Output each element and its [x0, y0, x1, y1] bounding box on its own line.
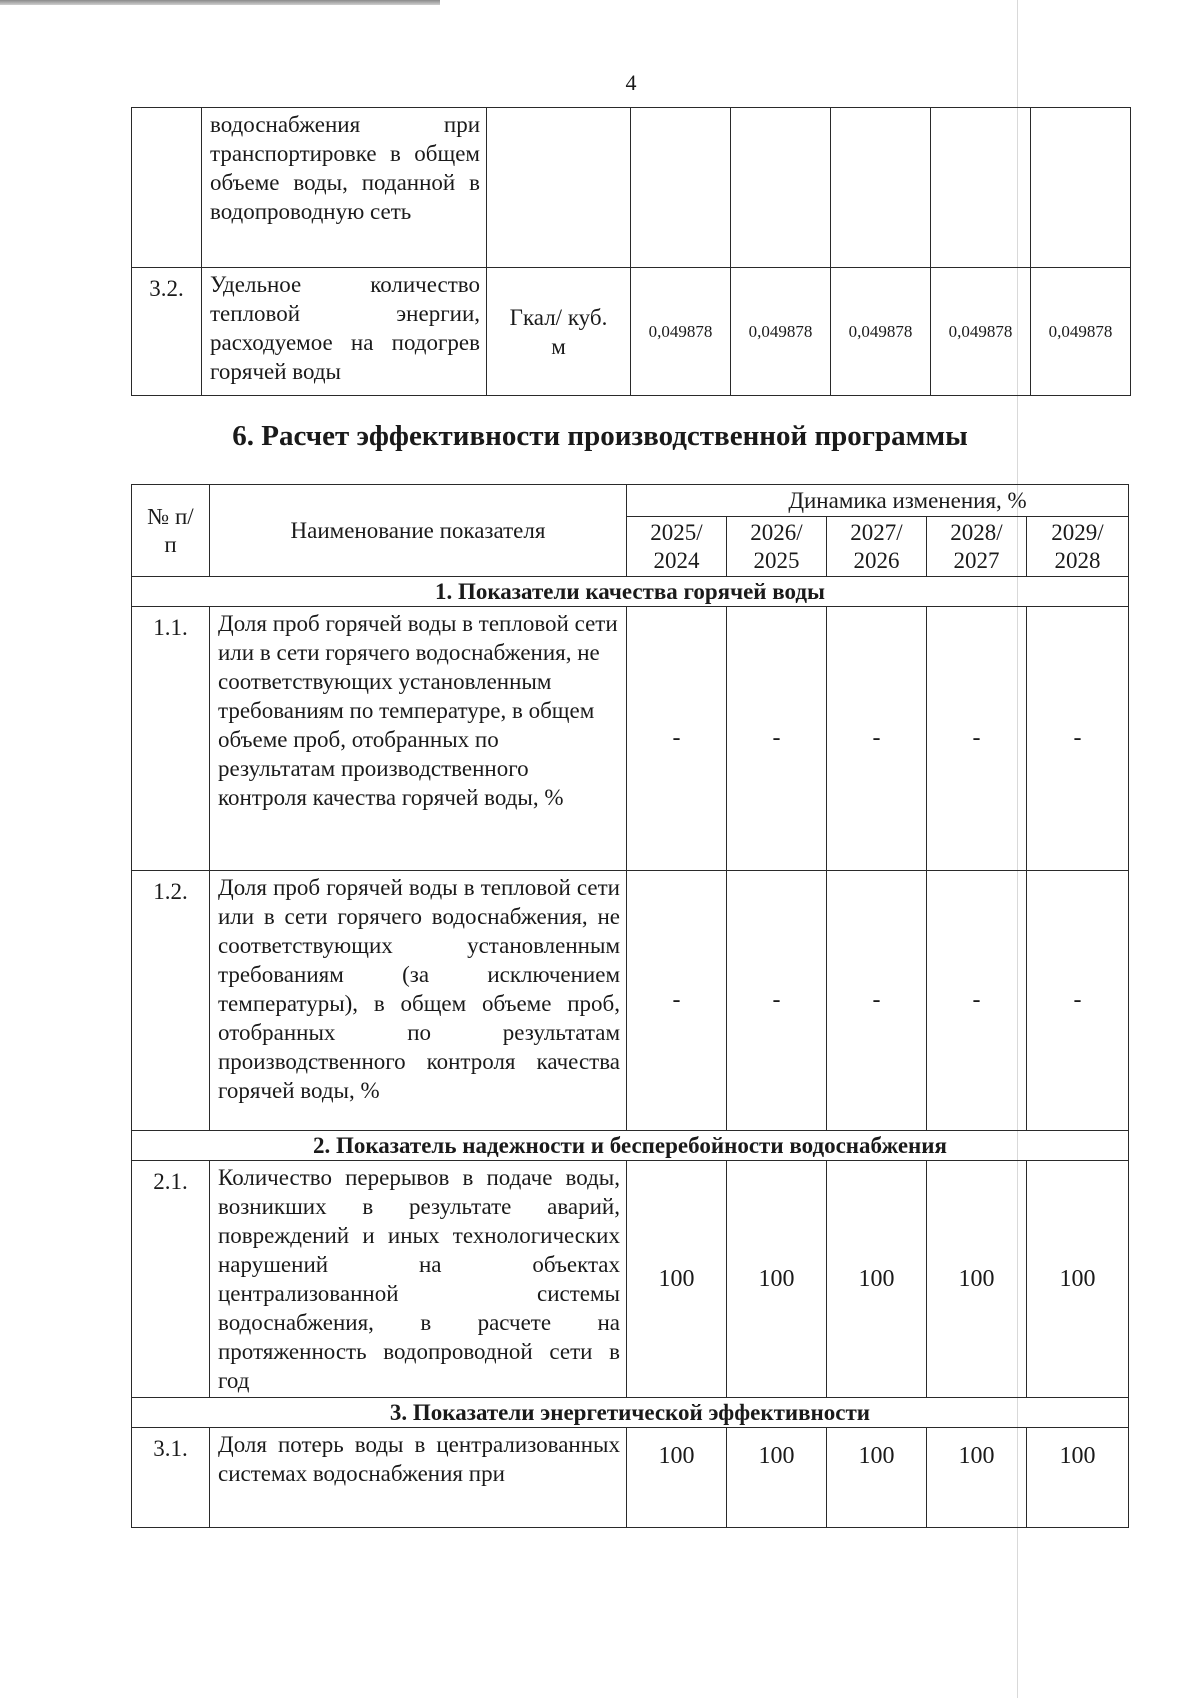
value-cell: -	[827, 607, 927, 871]
value-cell: -	[927, 607, 1027, 871]
row-num	[132, 108, 202, 268]
table-row-3-1	[132, 1428, 1129, 1528]
header-num: № п/п	[132, 485, 210, 577]
value-cell: 100	[827, 1161, 927, 1398]
value-cell: 100	[827, 1428, 927, 1528]
row-num: 1.1.	[132, 607, 210, 871]
value-cell: 100	[627, 1161, 727, 1398]
value-cell: 0,049878	[831, 268, 931, 396]
table-row-1-2	[132, 871, 1129, 1131]
top-table	[131, 107, 1131, 396]
header-name: Наименование показателя	[210, 485, 627, 577]
value-cell: -	[927, 871, 1027, 1131]
section-title: 3. Показатели энергетической эффективности	[132, 1398, 1129, 1428]
value-cell: -	[727, 871, 827, 1131]
value-cell: 0,049878	[1031, 268, 1131, 396]
value-cell: 100	[727, 1161, 827, 1398]
row-name: Количество перерывов в подаче воды, возникших в результате аварий, повреждений и иных технологических нарушений на объектах централизованной системы водоснабжения, в расчете на протяженность водопроводной сети в год	[210, 1161, 627, 1398]
value-cell: -	[1027, 607, 1129, 871]
header-year: 2026/ 2025	[727, 517, 827, 577]
value-cell: -	[627, 607, 727, 871]
row-name: Удельное количество тепловой энергии, расходуемое на подогрев горячей воды	[202, 268, 487, 396]
header-year: 2028/ 2027	[927, 517, 1027, 577]
page-number: 4	[625, 70, 637, 95]
section-row	[132, 1398, 1129, 1428]
value-cell: -	[727, 607, 827, 871]
efficiency-table	[131, 484, 1129, 1528]
value-cell: 0,049878	[931, 268, 1031, 396]
section-row	[132, 577, 1129, 607]
value-cell: -	[627, 871, 727, 1131]
value-cell: 100	[1027, 1428, 1129, 1528]
section-row	[132, 1131, 1129, 1161]
row-name: Доля проб горячей воды в тепловой сети или в сети горячего водоснабжения, не соответствующих установленным требованиям по температуре, в общем объеме проб, отобранных по результатам производственного контроля качества горячей воды, %	[210, 607, 627, 871]
table-row-1-1	[132, 607, 1129, 871]
table-row-2-1	[132, 1161, 1129, 1398]
row-name: Доля проб горячей воды в тепловой сети или в сети горячего водоснабжения, не соответствующих установленным требованиям (за исключением температуры), в общем объеме проб, отобранных по результатам производственного контроля качества горячей воды, %	[210, 871, 627, 1131]
header-year: 2029/ 2028	[1027, 517, 1129, 577]
value-cell: 0,049878	[631, 268, 731, 396]
value-cell: 100	[1027, 1161, 1129, 1398]
section-heading: 6. Расчет эффективности производственной программы	[232, 420, 968, 452]
value-cell: -	[827, 871, 927, 1131]
row-num: 3.2.	[132, 268, 202, 396]
scan-edge-line	[0, 0, 440, 5]
value-cell: 100	[927, 1161, 1027, 1398]
value-cell: 100	[627, 1428, 727, 1528]
row-num: 2.1.	[132, 1161, 210, 1398]
row-name: Доля потерь воды в централизованных системах водоснабжения при	[210, 1428, 627, 1528]
row-num: 1.2.	[132, 871, 210, 1131]
row-unit: Гкал/ куб. м	[487, 268, 631, 396]
value-cell: 100	[727, 1428, 827, 1528]
table-row-3-2	[132, 268, 1131, 396]
value-cell: 100	[927, 1428, 1027, 1528]
table-row-continuation	[132, 108, 1131, 268]
section-title: 2. Показатель надежности и бесперебойности водоснабжения	[132, 1131, 1129, 1161]
value-cell: -	[1027, 871, 1129, 1131]
header-year: 2027/ 2026	[827, 517, 927, 577]
header-dynamics: Динамика изменения, %	[627, 485, 1129, 517]
row-num: 3.1.	[132, 1428, 210, 1528]
row-name: водоснабжения при транспортировке в общем объеме воды, поданной в водопроводную сеть	[202, 108, 487, 268]
value-cell: 0,049878	[731, 268, 831, 396]
header-year: 2025/ 2024	[627, 517, 727, 577]
section-title: 1. Показатели качества горячей воды	[132, 577, 1129, 607]
header-row-1	[132, 485, 1129, 517]
